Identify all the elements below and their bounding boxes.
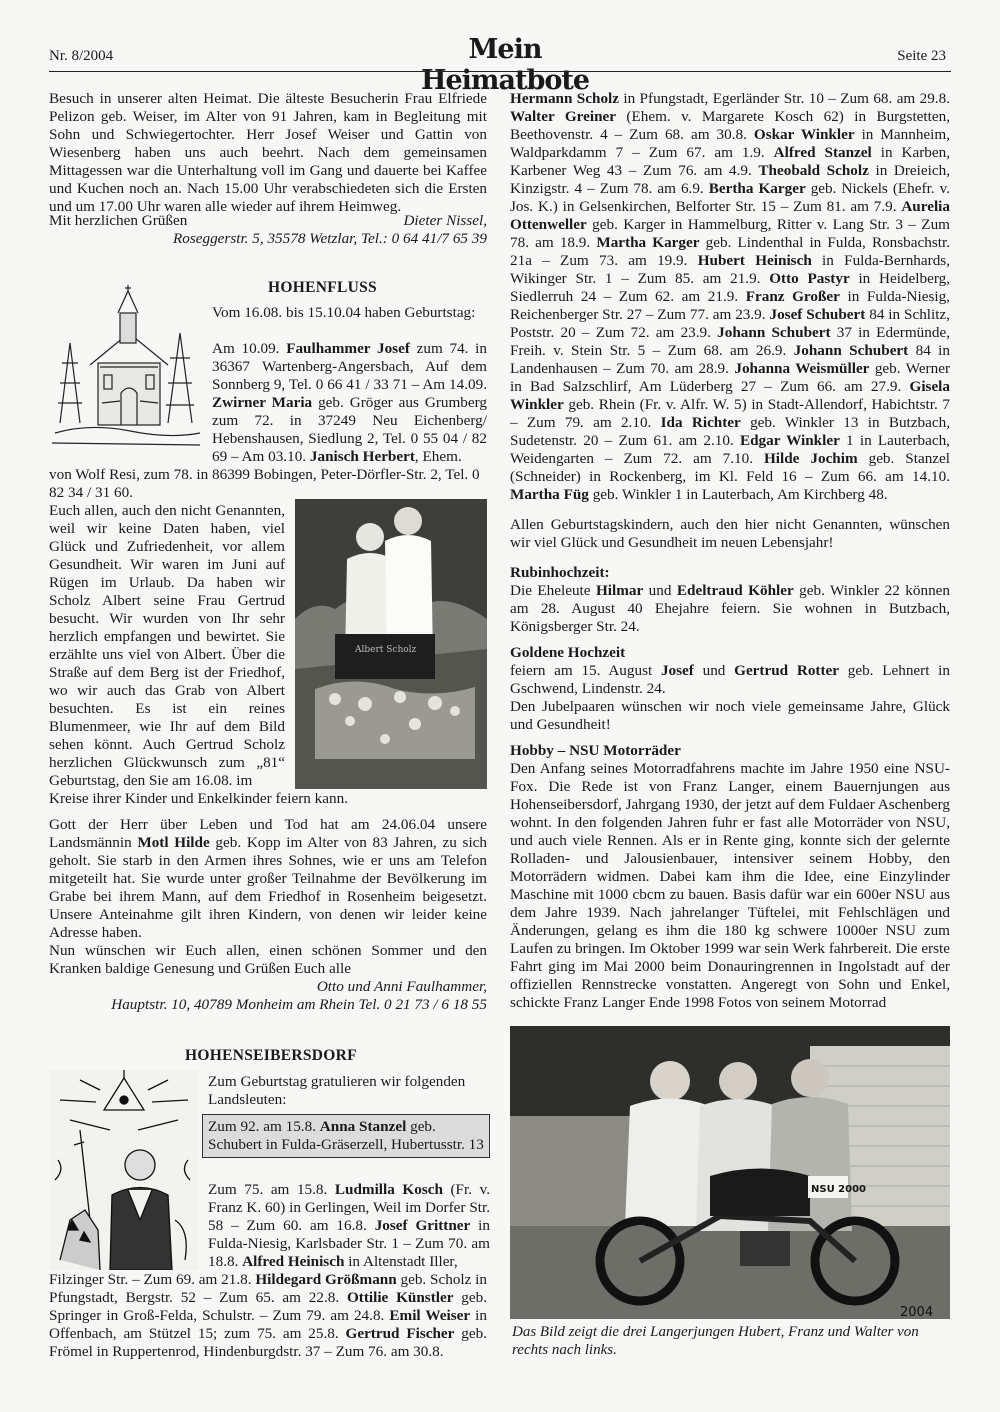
box-name: Anna Stanzel — [319, 1118, 407, 1135]
box-text-b: geb. Schubert in Fulda-Gräserzell, Hubertusstr. 13 — [208, 1118, 484, 1153]
bday-detail: geb. Nickels (Ehefr. v. Jos. K.) in Gelsenkirchen, Belforter Str. 15 – Zum 81. am 7.9. — [510, 180, 951, 215]
bday-detail: (Ehem. v. Margarete Kosch 62) in Burgstetten, Beethovenstr. 4 – Zum 68. am 30.8. — [510, 108, 950, 143]
bday-name: Franz Großer — [745, 288, 840, 305]
bday-name: Alfred Stanzel — [773, 144, 872, 161]
rubin-title: Rubinhochzeit: — [510, 564, 610, 581]
bday-detail: 84 in Schlitz, Poststr. 20 – Zum 72. am 23.9. — [510, 306, 950, 341]
bday-detail: in Pfungstadt, Egerländer Str. 10 – Zum 68. am 29.8. — [619, 90, 950, 107]
hohenseibersdorf-list-continued — [49, 1271, 487, 1361]
wish-paragraph: Nun wünschen wir Euch allen, einen schönen Sommer und den Kranken baldige Genesung und Grüßen Euch alle — [49, 942, 487, 977]
letter-paragraph: Euch allen, auch den nicht Genannten, weil wir keine Daten haben, viel Glück und Zufriedenheit, vor allem Gesundheit. Wir waren im Juni auf Rügen im Urlaub. Da haben wir Scholz Albert seine Frau Gertrud besucht. Wir wurden von Ihr sehr herzlich empfangen und bewirtet. Sie erzählte uns viel von Albert. Über die Straße auf dem Berg ist der Friedhof, wo wir auch das Grab von Albert besuchten. Es ist ein reines Blumenmeer, wie Ihr auf dem Bild sehen könnt. Auch Gertrud Scholz herzlichen Glückwunsch zum „81“ Geburtstag, den Sie am 16.08. im — [49, 502, 285, 789]
birthday-list — [510, 90, 950, 504]
hs-name-1: Ludmilla Kosch — [334, 1181, 443, 1198]
grave-inscription: Albert Scholz — [355, 645, 417, 655]
bday-name: Josef Schubert — [769, 306, 866, 323]
hs-text-a: Zum 75. am 15.8. — [208, 1181, 335, 1198]
rubin-name-2: Edeltraud Köhler — [676, 582, 794, 599]
gold-name-2: Gertrud Rotter — [734, 662, 840, 679]
hf-text-a: Am 10.09. — [212, 340, 287, 357]
hs2-text-d: in Offenbach, am Stützel 15; zum 75. am 25.8. — [49, 1307, 487, 1342]
gold-text-c: geb. Lehnert in Gschwend, Lindenstr. 24. — [510, 662, 950, 697]
signature-name-2: Otto und Anni Faulhammer, — [316, 978, 487, 995]
bday-name: Aurelia Ottenweller — [510, 198, 950, 233]
bday-detail: geb. Werner in Bad Salzschlirf, Am Lüderberg 27 – Zum 66. am 27.9. — [510, 360, 951, 395]
bday-name: Hubert Heinisch — [697, 252, 812, 269]
bday-name: Bertha Karger — [708, 180, 806, 197]
letter-ending: Kreise ihrer Kinder und Enkelkinder feiern kann. — [49, 790, 348, 807]
obituary-paragraph — [49, 816, 487, 942]
hs2-name-2: Ottilie Künstler — [346, 1289, 454, 1306]
hf-text-d: , Ehem. — [414, 448, 462, 465]
bday-name: Johann Schubert — [717, 324, 831, 341]
rubin-paragraph — [510, 582, 950, 636]
hf-name-3: Janisch Herbert — [309, 448, 415, 465]
hobby-paragraph: Den Anfang seines Motorradfahrens machte im Jahre 1950 eine NSU-Fox. Die Rede ist von Franz Langer, einem Bauernjungen aus Hohenseibersdorf, Jahrgang 1930, der jetzt auf dem Fuldaer Aschenberg wohnt. In den folgenden Jahren fuhr er fast alle Motorräder von NSU, und auch viele Rennen. Als er in Rente ging, konnte sich der gelernte Rolladen- und Jalousienbauer, intensiver seinem Hobby, den Motorrädern widmen. Dabei kam ihm die Idee, eine Einzylinder Maschine mit 1000 cbcm zu bauen. Basis dafür war ein 600er NSU aus dem Jahre 1939. Nach jahrelanger Tüftelei, mit Fehlschlägen und Änderungen, gelang es ihm die 180 kg schwere 1000er NSU zum Laufen zu bringen. Im Oktober 1999 war sein Werk fahrbereit. Die erste Fahrt ging im Mai 2000 beim Donauringrennen in Ingolstadt auf der offiziellen Rennstrecke vonstatten. Angeregt von Sohn und Enkel, schickte Franz Langer Ende 1998 Fotos von seinem Motorrad — [510, 760, 950, 1011]
bday-detail: in Fulda-Bernhards, Wikinger Str. 1 – Zum 85. am 21.9. — [510, 252, 950, 287]
motorcycle-photo — [510, 1026, 950, 1319]
bday-name: Martha Füg — [510, 486, 589, 503]
rubin-text-b: und — [643, 582, 677, 599]
signature-address-2: Hauptstr. 10, 40789 Monheim am Rhein Tel. 0 21 73 / 6 18 55 — [111, 996, 487, 1013]
bday-name: Walter Greiner — [510, 108, 616, 125]
hs2-text-c: geb. Springer in Groß-Felda, Schulstr. – Zum 79. am 24.8. — [49, 1289, 487, 1324]
jubel-paragraph: Den Jubelpaaren wünschen wir noch viele gemeinsame Jahre, Glück und Gesundheit! — [510, 698, 950, 733]
obit-text-a: Gott der Herr über Leben und Tod hat am 24.06.04 unsere Landsmännin — [49, 816, 487, 851]
box-text-a: Zum 92. am 15.8. — [208, 1118, 320, 1135]
hohenfluss-continuation: von Wolf Resi, zum 78. in 86399 Bobingen, Peter-Dörfler-Str. 2, Tel. 0 82 34 / 31 60. — [49, 466, 480, 501]
bday-name: Gisela Winkler — [510, 378, 950, 413]
gold-text-a: feiern am 15. August — [510, 662, 661, 679]
hs2-text-a: Filzinger Str. – Zum 69. am 21.8. — [49, 1271, 256, 1288]
signature-address-1: Roseggerstr. 5, 35578 Wetzlar, Tel.: 0 64 41/7 65 39 — [172, 230, 487, 247]
hf-name-2: Zwirner Maria — [212, 394, 313, 411]
bday-detail: 84 in Landenhausen – Zum 70. am 28.9. — [510, 342, 950, 377]
bday-detail: geb. Rhein (Fr. v. Alfr. W. 5) in Stadt-Allendorf, Habichtstr. 7 – Zum 79. am 2.10. — [510, 396, 950, 431]
hs2-name-3: Emil Weiser — [389, 1307, 471, 1324]
bday-detail: in Heidelberg, Siedlerruh 24 – Zum 62. am 21.9. — [510, 270, 950, 305]
signature-name-1: Dieter Nissel, — [403, 212, 487, 229]
hobby-title: Hobby – NSU Motorräder — [510, 742, 681, 759]
hs2-name-4: Gertrud Fischer — [345, 1325, 455, 1342]
grave-photo — [295, 499, 487, 789]
rubin-text-a: Die Eheleute — [510, 582, 596, 599]
bday-name: Edgar Winkler — [739, 432, 840, 449]
bike-plate: NSU 2000 — [811, 1184, 867, 1195]
wishes-paragraph: Allen Geburtstagskindern, auch den hier nicht Genannten, wünschen wir viel Glück und Gesundheit im neuen Lebensjahr! — [510, 516, 950, 551]
hs2-text-b: geb. Scholz in Pfungstadt, Bergstr. 52 – Zum 65. am 22.8. — [49, 1271, 487, 1306]
intro-paragraph: Besuch in unserer alten Heimat. Die älteste Besucherin Frau Elfriede Pelizon geb. Weiser, im Alter von 91 Jahren, kam in Begleitung mit Sohn und Schwiegertochter. Herr Josef Weiser und Gattin von Wiesenberg haben uns auch beehrt. Nach dem gemeinsamen Mittagessen war die Unterhaltung voll im Gang und dauerte bei Kaffee und Kuchen noch an. Nach 15.00 Uhr verabschiedeten sich die Ersten und um 17.00 Uhr waren alle wieder auf ihrem Heimweg. — [49, 90, 487, 215]
gold-paragraph — [510, 662, 950, 698]
rubin-text-c: geb. Winkler 22 können am 28. August 40 Ehejahre feiern. Sie wohnen in Butzbach, Königsberger Str. 24. — [510, 582, 951, 635]
greeting-text: Mit herzlichen Grüßen — [49, 212, 188, 229]
hohenseibersdorf-list — [208, 1181, 490, 1271]
bday-detail: geb. Stanzel (Schneider) in Rockenberg, im Kl. Feld 16 – Zum 66. am 14.10. — [510, 450, 950, 485]
bday-detail: in Karben, Karbener Weg 43 – Zum 76. am 4.9. — [510, 144, 950, 179]
bday-detail: 1 in Lauterbach, Weidengarten – Zum 72. am 7.10. — [510, 432, 950, 467]
hohenfluss-birthdays — [212, 340, 487, 466]
gold-name-1: Josef — [660, 662, 694, 679]
bday-detail: in Mannheim, Waldparkdamm 7 – Zum 67. am 1.9. — [510, 126, 950, 161]
highlight-box-birthday — [202, 1114, 490, 1158]
bday-name: Theobald Scholz — [758, 162, 869, 179]
bday-name: Johann Schubert — [793, 342, 909, 359]
hohenseibersdorf-intro: Zum Geburtstag gratulieren wir folgenden Landsleuten: — [208, 1073, 466, 1108]
bday-detail: geb. Karger in Hammelburg, Ritter v. Lang Str. 3 – Zum 78. am 18.9. — [510, 216, 950, 251]
rubin-name-1: Hilmar — [595, 582, 644, 599]
header-rule — [49, 71, 951, 72]
gold-title: Goldene Hochzeit — [510, 644, 626, 661]
section-title-hohenfluss: HOHENFLUSS — [268, 279, 377, 296]
hs2-text-e: geb. Frömel in Ruppertenrod, Hindenburgdstr. 37 – Zum 76. am 30.8. — [49, 1325, 487, 1360]
chapel-sketch — [50, 283, 202, 449]
hs-name-2: Josef Grittner — [374, 1217, 471, 1234]
photo-date: 2004 — [900, 1305, 934, 1319]
masthead-logo: Mein Heimatbote — [420, 34, 590, 96]
bday-detail: geb. Winkler 13 in Butzbach, Sudetenstr. 20 – Zum 61. am 2.10. — [510, 414, 950, 449]
page-number: Seite 23 — [897, 48, 946, 64]
bday-name: Johanna Weismüller — [734, 360, 870, 377]
photo-caption: Das Bild zeigt die drei Langerjungen Hubert, Franz und Walter von rechts nach links. — [512, 1324, 919, 1358]
hs-text-c: in Fulda-Niesig, Karlsbader Str. 1 – Zum 70. am 18.8. — [208, 1217, 490, 1270]
hs2-name-1: Hildegard Größmann — [255, 1271, 397, 1288]
hohenfluss-intro: Vom 16.08. bis 15.10.04 haben Geburtstag: — [212, 304, 476, 321]
bday-name: Ida Richter — [660, 414, 741, 431]
bday-detail: geb. Winkler 1 in Lauterbach, Am Kirchberg 48. — [588, 486, 888, 503]
obit-name: Motl Hilde — [137, 834, 210, 851]
greeting — [49, 212, 487, 230]
gold-text-b: und — [693, 662, 735, 679]
bday-detail: in Fulda-Niesig, Reichenberger Str. 27 – Zum 77. am 23.9. — [510, 288, 950, 323]
bday-detail: in Dreieich, Kinzigstr. 4 – Zum 78. am 6.9. — [510, 162, 950, 197]
hf-text-c: geb. Gröger aus Grumberg zum 72. in 37249 Neu Eichenberg/ Hebenshausen, Siedlung 2, Tel. 0 55 04 / 82 69 – Am 03.10. — [212, 394, 487, 465]
saint-woodcut — [50, 1070, 198, 1270]
bday-name: Otto Pastyr — [769, 270, 850, 287]
bday-detail: 37 in Edermünde, Freih. v. Stein Str. 5 – Zum 68. am 26.9. — [510, 324, 950, 359]
section-title-hohenseibersdorf: HOHENSEIBERSDORF — [185, 1047, 357, 1064]
bday-name: Hermann Scholz — [510, 90, 619, 107]
obit-text-b: geb. Kopp im Alter von 83 Jahren, zu sich geholt. Sie starb in den Armen ihres Sohnes, wie er uns am Telefon mitgeteilt hat. Sie wurde unter großer Teilnahme der Bevölkerung im Grabe bei ihrem Mann, auf dem Friedhof in Rosenheim beigesetzt. Unsere Anteinahme gilt ihren Kindern, von denen wir leider keine Adresse haben. — [49, 834, 488, 941]
bday-name: Oskar Winkler — [753, 126, 855, 143]
hf-text-b: zum 74. in 36367 Wartenberg-Angersbach, Auf dem Sonnberg 9, Tel. 0 66 41 / 33 71 – Am 14.09. — [212, 340, 487, 393]
hf-name-1: Faulhammer Josef — [286, 340, 410, 357]
bday-name: Martha Karger — [596, 234, 700, 251]
bday-detail: geb. Lindenthal in Fulda, Ronsbachstr. 21a – Zum 73. am 19.9. — [510, 234, 950, 269]
hs-name-3: Alfred Heinisch — [242, 1253, 345, 1270]
hs-text-d: in Altenstadt Iller, — [344, 1253, 458, 1270]
issue-number: Nr. 8/2004 — [49, 48, 114, 64]
hs-text-b: (Fr. v. Franz K. 60) in Gerlingen, Weil im Dorfer Str. 58 – Zum 60. am 16.8. — [208, 1181, 490, 1234]
bday-name: Hilde Jochim — [763, 450, 858, 467]
